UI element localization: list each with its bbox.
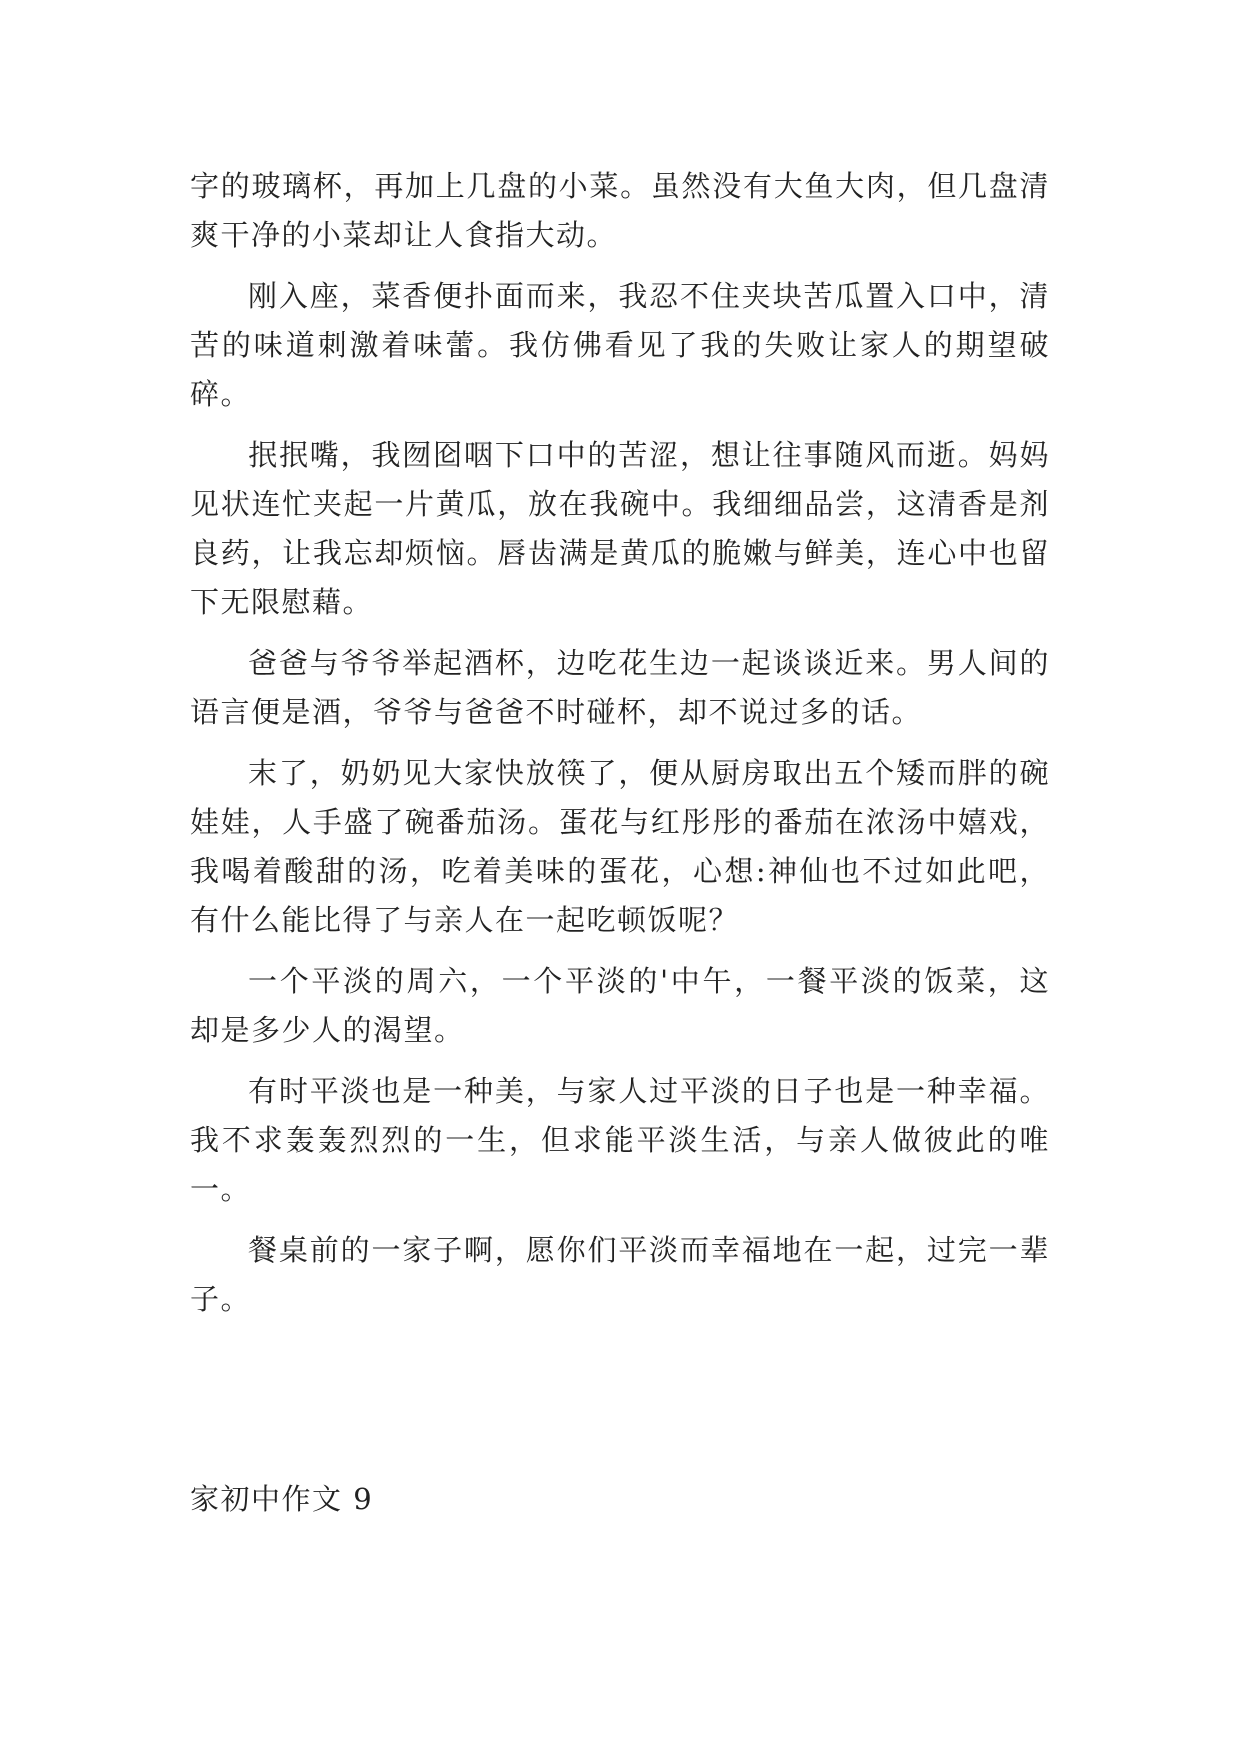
paragraph-6: 一个平淡的周六，一个平淡的'中午，一餐平淡的饭菜，这却是多少人的渴望。 — [190, 964, 1050, 1047]
paragraph-4: 爸爸与爷爷举起酒杯，边吃花生边一起谈谈近来。男人间的语言便是酒，爷爷与爸爸不时碰杯，却不说过多的话。 — [190, 646, 1050, 729]
paragraph-3: 抿抿嘴，我囫囵咽下口中的苦涩，想让往事随风而逝。妈妈见状连忙夹起一片黄瓜，放在我碗中。我细细品尝，这清香是剂良药，让我忘却烦恼。唇齿满是黄瓜的脆嫩与鲜美，连心中也留下无限慰藉。 — [190, 438, 1050, 619]
section-heading: 家初中作文 9 — [190, 1482, 374, 1516]
paragraph-5: 末了，奶奶见大家快放筷了，便从厨房取出五个矮而胖的碗娃娃，人手盛了碗番茄汤。蛋花与红彤彤的番茄在浓汤中嬉戏，我喝着酸甜的汤，吃着美味的蛋花，心想:神仙也不过如此吧，有什么能比得了与亲人在一起吃顿饭呢？ — [190, 756, 1050, 937]
paragraph-7: 有时平淡也是一种美，与家人过平淡的日子也是一种幸福。我不求轰轰烈烈的一生，但求能平淡生活，与亲人做彼此的唯一。 — [190, 1074, 1050, 1206]
paragraph-8: 餐桌前的一家子啊，愿你们平淡而幸福地在一起，过完一辈子。 — [190, 1233, 1050, 1316]
paragraph-2: 刚入座，菜香便扑面而来，我忍不住夹块苦瓜置入口中，清苦的味道刺激着味蕾。我仿佛看见了我的失败让家人的期望破碎。 — [190, 279, 1050, 411]
paragraph-1: 字的玻璃杯，再加上几盘的小菜。虽然没有大鱼大肉，但几盘清爽干净的小菜却让人食指大动。 — [190, 169, 1050, 252]
document-body — [190, 162, 1050, 1336]
